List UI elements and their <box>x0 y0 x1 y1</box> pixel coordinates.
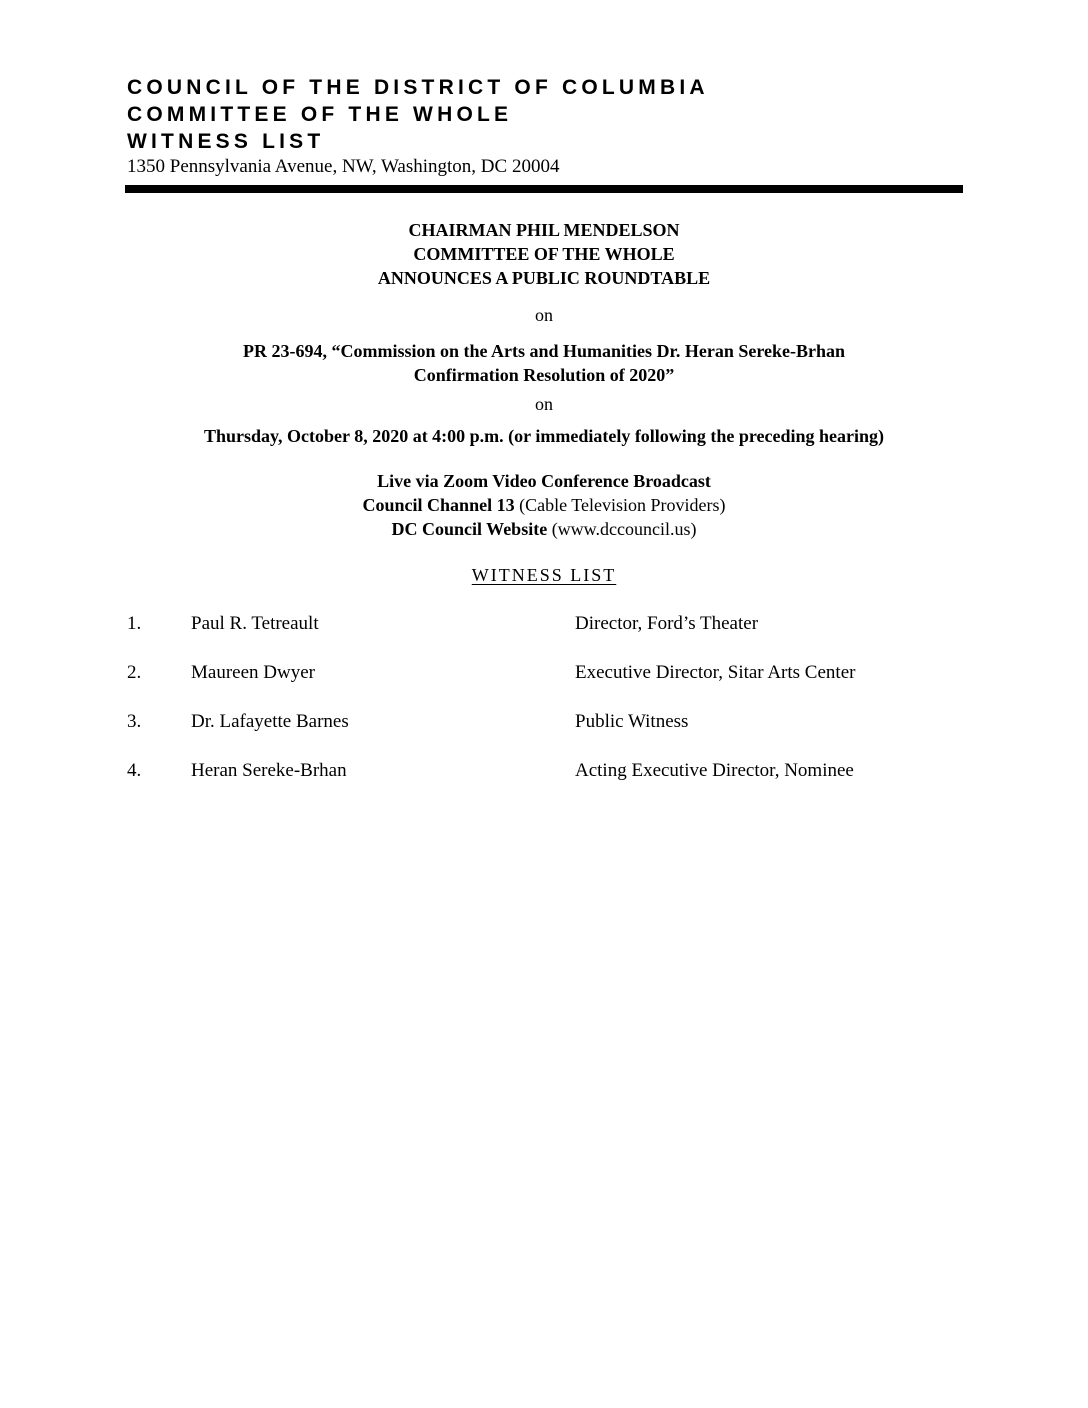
on-text-2: on <box>535 394 553 414</box>
witness-row <box>127 661 947 710</box>
letterhead-address: 1350 Pennsylvania Avenue, NW, Washington, DC 20004 <box>127 156 560 177</box>
witness-list-heading <box>0 563 1088 587</box>
witness-row <box>127 759 947 808</box>
witness-role: Public Witness <box>575 711 689 732</box>
letterhead-doc-type: WITNESS LIST <box>127 130 325 153</box>
resolution-title-line1: PR 23-694, “Commission on the Arts and Humanities Dr. Heran Sereke-Brhan <box>242 341 845 361</box>
resolution-title-line2: Confirmation Resolution of 2020” <box>413 365 675 385</box>
letterhead <box>127 74 967 178</box>
witness-list-heading-text: WITNESS LIST <box>471 565 617 585</box>
witness-number: 2. <box>127 662 142 683</box>
witness-row <box>127 612 947 661</box>
witness-role: Executive Director, Sitar Arts Center <box>575 662 856 683</box>
letterhead-council: COUNCIL OF THE DISTRICT OF COLUMBIA <box>127 76 709 99</box>
resolution-title <box>0 339 1088 387</box>
broadcast-info <box>0 469 1088 541</box>
hearing-date: Thursday, October 8, 2020 at 4:00 p.m. (or immediately following the preceding hearing) <box>204 426 884 446</box>
broadcast-website-name: DC Council Website <box>391 519 548 539</box>
witness-name: Dr. Lafayette Barnes <box>191 711 349 732</box>
announcement-committee: COMMITTEE OF THE WHOLE <box>413 244 675 264</box>
witness-number: 1. <box>127 613 142 634</box>
broadcast-channel-name: Council Channel 13 <box>362 495 515 515</box>
broadcast-channel <box>0 493 1088 517</box>
witness-name: Maureen Dwyer <box>191 662 315 683</box>
witness-name: Paul R. Tetreault <box>191 613 319 634</box>
witness-row <box>127 710 947 759</box>
witness-list <box>127 612 947 808</box>
broadcast-channel-detail: (Cable Television Providers) <box>514 495 726 515</box>
broadcast-website-url: (www.dccouncil.us) <box>547 519 697 539</box>
on-text-1: on <box>535 305 553 325</box>
witness-number: 3. <box>127 711 142 732</box>
header-rule <box>125 185 963 193</box>
announcement-heading <box>0 218 1088 290</box>
witness-number: 4. <box>127 760 142 781</box>
letterhead-committee: COMMITTEE OF THE WHOLE <box>127 103 513 126</box>
broadcast-website <box>0 517 1088 541</box>
witness-role: Director, Ford’s Theater <box>575 613 759 634</box>
announcement-roundtable: ANNOUNCES A PUBLIC ROUNDTABLE <box>377 268 711 288</box>
broadcast-zoom: Live via Zoom Video Conference Broadcast <box>377 471 711 491</box>
witness-role: Acting Executive Director, Nominee <box>575 760 854 781</box>
announcement-chairman: CHAIRMAN PHIL MENDELSON <box>408 220 680 240</box>
witness-name: Heran Sereke-Brhan <box>191 760 347 781</box>
